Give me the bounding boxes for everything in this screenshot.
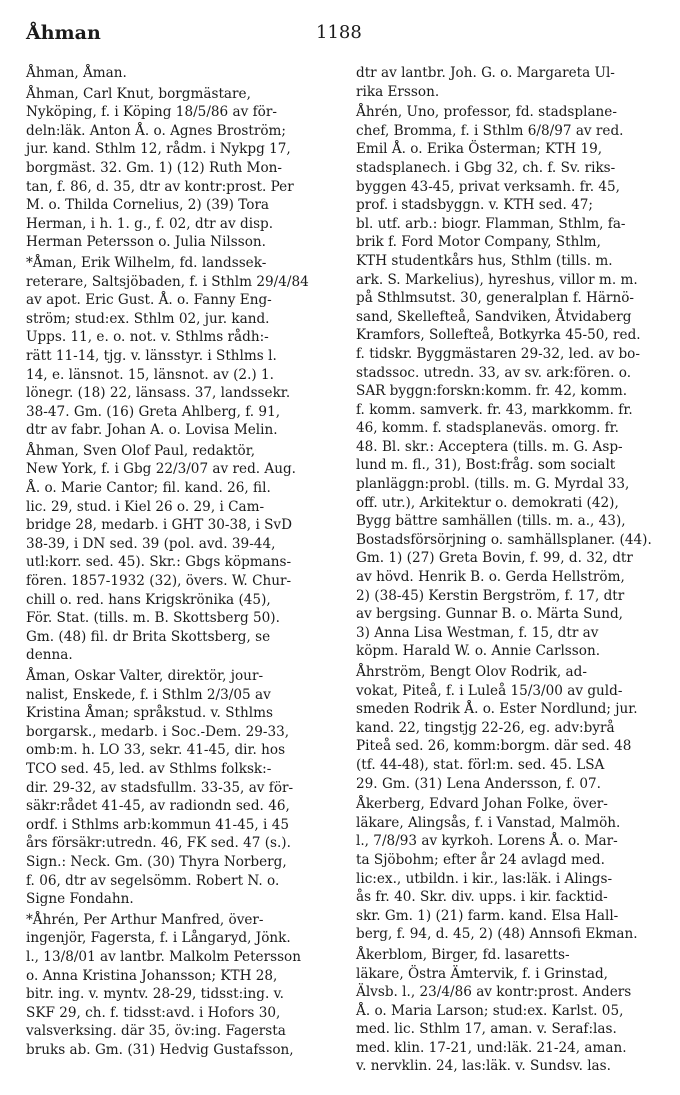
entry-line: Signe Fondahn.: [26, 891, 134, 908]
entry-line: Sign.: Neck. Gm. (30) Thyra Norberg,: [26, 853, 287, 870]
entry-line: av hövd. Henrik B. o. Gerda Hellström,: [356, 569, 625, 586]
entry-line: Åhman, Sven Olof Paul, redaktör,: [26, 442, 256, 459]
entry-line: f. 06, dtr av segelsömm. Robert N. o.: [26, 872, 280, 889]
entry-line: nalist, Enskede, f. i Sthlm 2/3/05 av: [26, 686, 271, 703]
entry-line: byggen 43-45, privat verksamh. fr. 45,: [356, 178, 620, 195]
entry-line: Bostadsförsörjning o. samhällsplaner. (44).: [356, 531, 652, 548]
entry-line: ark. S. Markelius), hyreshus, villor m. m.: [356, 271, 638, 288]
entry-line: dtr av lantbr. Joh. G. o. Margareta Ul-: [356, 65, 615, 81]
running-head: Åhman: [26, 22, 101, 44]
entry: [26, 911, 328, 1060]
entry-line: Gm. (48) fil. dr Brita Skottsberg, se: [26, 628, 271, 645]
entry-line: berg, f. 94, d. 45, 2) (48) Annsofi Ekman.: [356, 926, 638, 943]
entry-line: denna.: [26, 647, 73, 664]
entry-line: chill o. red. hans Krigskrönika (45),: [26, 591, 271, 608]
entry-line: på Sthlmsutst. 30, generalplan f. Härnö-: [356, 290, 635, 307]
entry-line: valsverksing. där 35, öv:ing. Fagersta: [26, 1023, 286, 1040]
entry-line: utl:korr. sed. 45). Skr.: Gbgs köpmans-: [26, 554, 292, 571]
entry-line: brik f. Ford Motor Company, Sthlm,: [356, 234, 601, 251]
entry-line: deln:läk. Anton Å. o. Agnes Broström;: [26, 122, 286, 139]
entry-line: Herman Petersson o. Julia Nilsson.: [26, 234, 266, 251]
entry-line: KTH studentkårs hus, Sthlm (tills. m.: [356, 252, 613, 269]
entry: [356, 663, 658, 793]
entry-line: Åkerberg, Edvard Johan Folke, över-: [356, 796, 608, 813]
entry-line: 46, komm. f. stadsplaneväs. omorg. fr.: [356, 420, 620, 437]
entry-line: fören. 1857-1932 (32), övers. W. Chur-: [26, 573, 292, 590]
entry-line: planläggn:probl. (tills. m. G. Myrdal 33,: [356, 476, 630, 493]
entry-line: ta Sjöbohm; efter år 24 avlagd med.: [356, 851, 605, 868]
entry-line: säkr:rådet 41-45, av radiondn sed. 46,: [26, 798, 290, 815]
entry-line: av apot. Eric Gust. Å. o. Fanny Eng-: [26, 292, 272, 309]
entry-line: Åhrén, Uno, professor, fd. stadsplane-: [356, 104, 617, 121]
entry-line: lund m. fl., 31), Bost:fråg. som socialt: [356, 457, 616, 474]
entry-line: 14, e. länsnot. 15, länsnot. av (2.) 1.: [26, 366, 274, 383]
page-number: 1188: [316, 22, 362, 43]
entry-line: 3) Anna Lisa Westman, f. 15, dtr av: [356, 624, 599, 641]
entry-line: skr. Gm. 1) (21) farm. kand. Elsa Hall-: [356, 907, 619, 924]
entry-line: v. nervklin. 24, las:läk. v. Sundsv. las.: [356, 1058, 611, 1075]
entry: [356, 795, 658, 944]
entry-line: jur. kand. Sthlm 12, rådm. i Nykpg 17,: [26, 141, 291, 158]
entry-line: ås fr. 40. Skr. div. upps. i kir. facktid-: [356, 889, 608, 906]
entry-line: 29. Gm. (31) Lena Andersson, f. 07.: [356, 775, 601, 792]
entry-line: SKF 29, ch. f. tidsst:avd. i Hofors 30,: [26, 1004, 281, 1021]
entry-line: Piteå sed. 26, komm:borgm. där sed. 48: [356, 738, 632, 755]
entry-line: o. Anna Kristina Johansson; KTH 28,: [26, 967, 278, 984]
entry-line: av bergsing. Gunnar B. o. Märta Sund,: [356, 606, 623, 623]
entry-line: vokat, Piteå, f. i Luleå 15/3/00 av guld-: [356, 682, 623, 699]
entry-line: stadssoc. utredn. 33, av sv. ark:fören. o.: [356, 364, 632, 381]
entry-line: l., 13/8/01 av lantbr. Malkolm Petersson: [26, 948, 301, 965]
entry-line: rika Ersson.: [356, 83, 440, 100]
entry: [356, 103, 658, 661]
entry-line: ingenjör, Fagersta, f. i Långaryd, Jönk.: [26, 930, 291, 947]
entry-line: prof. i stadsbyggn. v. KTH sed. 47;: [356, 197, 593, 214]
entry-line: sand, Skellefteå, Sandviken, Åtvidaberg: [356, 308, 632, 325]
entry-line: bitr. ing. v. myntv. 28-29, tidsst:ing. v.: [26, 986, 284, 1003]
entry-line: Emil Å. o. Erika Österman; KTH 19,: [356, 141, 603, 158]
entry: [356, 946, 658, 1076]
entry: [26, 85, 328, 252]
entry-line: 2) (38-45) Kerstin Bergström, f. 17, dtr: [356, 587, 625, 604]
entry-line: dtr av fabr. Johan A. o. Lovisa Melin.: [26, 422, 278, 439]
entry-line: TCO sed. 45, led. av Sthlms folksk:-: [26, 760, 272, 777]
entry-line: l., 7/8/93 av kyrkoh. Lorens Å. o. Mar-: [356, 833, 618, 850]
entry-line: f. tidskr. Byggmästaren 29-32, led. av bo-: [356, 345, 640, 362]
left-column: [26, 64, 328, 1084]
entry-line: Älvsb. l., 23/4/86 av kontr:prost. Anders: [356, 984, 632, 1001]
entry: [26, 64, 328, 83]
entry-line: Åhman, Carl Knut, borgmästare,: [26, 85, 251, 102]
entry-line: läkare, Alingsås, f. i Vanstad, Malmöh.: [356, 814, 621, 831]
entry-line: *Åhrén, Per Arthur Manfred, över-: [26, 911, 264, 928]
text-columns: [26, 64, 658, 1084]
entry-line: års försäkr:utredn. 46, FK sed. 47 (s.).: [26, 835, 291, 852]
entry-line: omb:m. h. LO 33, sekr. 41-45, dir. hos: [26, 742, 286, 759]
entry-line: rätt 11-14, tjg. v. länsstyr. i Sthlms l.: [26, 347, 277, 364]
entry-line: *Åman, Erik Wilhelm, fd. landssek-: [26, 254, 267, 271]
entry-line: med. lic. Sthlm 17, aman. v. Seraf:las.: [356, 1021, 617, 1038]
entry-line: Upps. 11, e. o. not. v. Sthlms rådh:-: [26, 329, 269, 346]
entry-line: Åhrström, Bengt Olov Rodrik, ad-: [356, 664, 587, 680]
entry-line: Åkerblom, Birger, fd. lasaretts-: [356, 946, 570, 963]
entry-line: ström; stud:ex. Sthlm 02, jur. kand.: [26, 310, 270, 327]
entry-line: Gm. 1) (27) Greta Bovin, f. 99, d. 32, dtr: [356, 550, 633, 567]
entry-line: Nyköping, f. i Köping 18/5/86 av för-: [26, 104, 277, 121]
entry-line: lic:ex., utbildn. i kir., las:läk. i Alings-: [356, 870, 613, 887]
entry-line: bl. utf. arb.: biogr. Flamman, Sthlm, fa-: [356, 215, 626, 232]
entry-line: reterare, Saltsjöbaden, f. i Sthlm 29/4/84: [26, 273, 309, 290]
entry-line: bridge 28, medarb. i GHT 30-38, i SvD: [26, 517, 293, 534]
entry-line: kand. 22, tingstjg 22-26, eg. adv:byrå: [356, 719, 615, 736]
entry-line: Å. o. Maria Larson; stud:ex. Karlst. 05,: [356, 1002, 624, 1019]
entry-line: (tf. 44-48), stat. förl:m. sed. 45. LSA: [356, 756, 605, 773]
entry-line: ordf. i Sthlms arb:kommun 41-45, i 45: [26, 816, 290, 833]
entry-line: 38-47. Gm. (16) Greta Ahlberg, f. 91,: [26, 403, 281, 420]
entry-line: dir. 29-32, av stadsfullm. 33-35, av för-: [26, 779, 294, 796]
entry-line: Å. o. Marie Cantor; fil. kand. 26, fil.: [26, 480, 271, 497]
entry-line: För. Stat. (tills. m. B. Skottsberg 50).: [26, 610, 280, 627]
entry-line: lic. 29, stud. i Kiel 26 o. 29, i Cam-: [26, 498, 265, 515]
entry-line: stadsplanech. i Gbg 32, ch. f. Sv. riks-: [356, 159, 616, 176]
entry-line: lönegr. (18) 22, länsass. 37, landssekr.: [26, 385, 291, 402]
entry-line: 48. Bl. skr.: Acceptera (tills. m. G. Asp-: [356, 438, 623, 455]
entry-line: borgmäst. 32. Gm. 1) (12) Ruth Mon-: [26, 159, 282, 176]
entry-line: bruks ab. Gm. (31) Hedvig Gustafsson,: [26, 1041, 294, 1058]
entry-line: Åhman, Åman.: [26, 65, 127, 81]
right-column: [356, 64, 658, 1084]
entry: [356, 64, 658, 101]
entry-line: off. utr.), Arkitektur o. demokrati (42),: [356, 494, 619, 511]
entry: [26, 254, 328, 440]
entry-line: M. o. Thilda Cornelius, 2) (39) Tora: [26, 197, 270, 214]
entry-line: Kristina Åman; språkstud. v. Sthlms: [26, 705, 273, 722]
entry-line: chef, Bromma, f. i Sthlm 6/8/97 av red.: [356, 122, 624, 139]
entry-line: f. komm. samverk. fr. 43, markkomm. fr.: [356, 401, 633, 418]
entry-line: Åman, Oskar Valter, direktör, jour-: [26, 668, 264, 684]
entry-line: smeden Rodrik Å. o. Ester Nordlund; jur.: [356, 701, 638, 718]
entry-line: Bygg bättre samhällen (tills. m. a., 43),: [356, 513, 626, 530]
entry: [26, 667, 328, 909]
entry-line: Herman, i h. 1. g., f. 02, dtr av disp.: [26, 215, 274, 232]
entry-line: köpm. Harald W. o. Annie Carlsson.: [356, 643, 601, 660]
entry-line: borgarsk., medarb. i Soc.-Dem. 29-33,: [26, 723, 290, 740]
entry-line: SAR byggn:forskn:komm. fr. 42, komm.: [356, 383, 628, 400]
entry-line: tan, f. 86, d. 35, dtr av kontr:prost. Per: [26, 178, 294, 195]
entry: [26, 442, 328, 665]
entry-line: New York, f. i Gbg 22/3/07 av red. Aug.: [26, 461, 297, 478]
entry-line: med. klin. 17-21, und:läk. 21-24, aman.: [356, 1039, 627, 1056]
entry-line: Kramfors, Sollefteå, Botkyrka 45-50, red.: [356, 327, 641, 344]
page-header: [26, 22, 654, 56]
entry-line: 38-39, i DN sed. 39 (pol. avd. 39-44,: [26, 535, 276, 552]
entry-line: läkare, Östra Ämtervik, f. i Grinstad,: [356, 965, 608, 982]
